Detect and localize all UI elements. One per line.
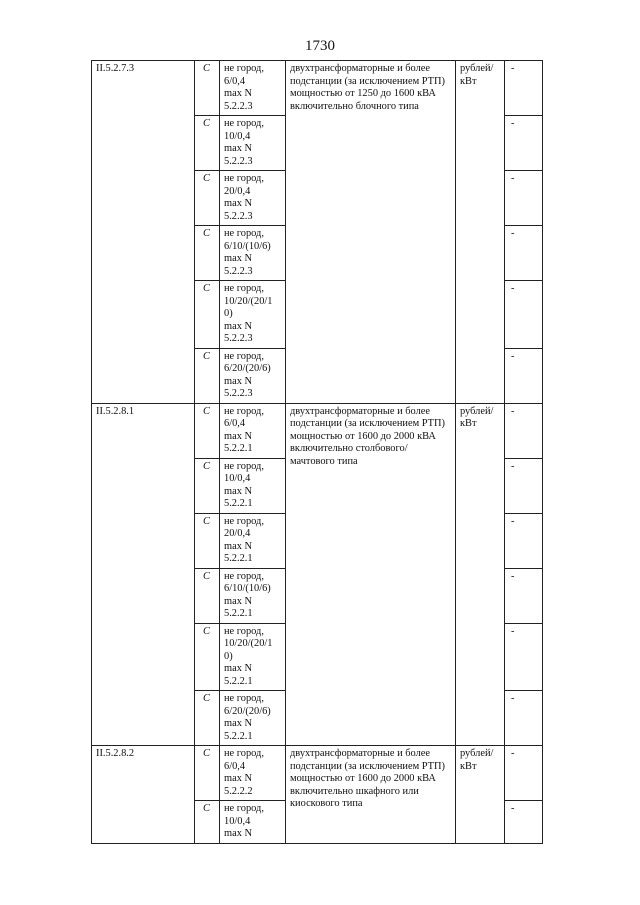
- item-code-cell: II.5.2.8.2: [92, 746, 195, 844]
- category-letter-cell: С: [195, 226, 220, 281]
- condition-line: 5.2.2.1: [224, 443, 253, 454]
- value-cell: -: [505, 348, 543, 403]
- value-cell: -: [505, 403, 543, 458]
- value-cell: -: [505, 281, 543, 349]
- category-letter-cell: С: [195, 801, 220, 844]
- condition-line: не город,: [224, 515, 264, 527]
- condition-cell: [220, 623, 286, 691]
- tariff-table-body: [92, 61, 543, 844]
- condition-line: max N: [224, 320, 252, 332]
- description-cell: двухтрансформаторные и более подстанции (за исключением РТП) мощностью от 1600 до 2000 кВА включительно столбового/мачтового типа: [286, 403, 456, 746]
- category-letter-cell: С: [195, 623, 220, 691]
- condition-cell: [220, 116, 286, 171]
- table-row: [92, 746, 543, 801]
- tariff-table: [91, 60, 543, 844]
- condition-line: 20/0,4: [224, 185, 251, 197]
- description-cell: двухтрансформаторные и более подстанции (за исключением РТП) мощностью от 1250 до 1600 кВА включительно блочного типа: [286, 61, 456, 404]
- condition-line: 20/0,4: [224, 528, 251, 539]
- category-letter-cell: С: [195, 61, 220, 116]
- condition-line: max N: [224, 253, 252, 264]
- value-cell: -: [505, 691, 543, 746]
- condition-line: не город,: [224, 570, 264, 582]
- condition-line: max N: [224, 430, 252, 442]
- condition-cell: [220, 513, 286, 568]
- condition-line: 6/10/(10/6): [224, 583, 271, 594]
- description-cell: двухтрансформаторные и более подстанции (за исключением РТП) мощностью от 1600 до 2000 кВА включительно шкафного или киоскового типа: [286, 746, 456, 844]
- condition-cell: [220, 61, 286, 116]
- condition-line: 6/0,4: [224, 75, 246, 87]
- condition-line: 5.2.2.3: [224, 265, 253, 277]
- value-cell: -: [505, 623, 543, 691]
- value-cell: -: [505, 801, 543, 844]
- condition-line: не город,: [224, 118, 264, 129]
- condition-line: max N: [224, 595, 252, 607]
- category-letter-cell: С: [195, 403, 220, 458]
- category-letter-cell: С: [195, 348, 220, 403]
- condition-line: 5.2.2.3: [224, 388, 253, 399]
- condition-line: max N: [224, 375, 252, 387]
- condition-line: не город,: [224, 405, 264, 417]
- value-cell: -: [505, 513, 543, 568]
- category-letter-cell: С: [195, 691, 220, 746]
- condition-line: 6/0,4: [224, 760, 246, 772]
- condition-cell: [220, 171, 286, 226]
- condition-line: не город,: [224, 173, 264, 184]
- condition-line: 5.2.2.2: [224, 785, 253, 797]
- condition-line: не город,: [224, 350, 264, 362]
- unit-cell: рублей/ кВт: [456, 403, 505, 746]
- condition-line: 10/0,4: [224, 130, 251, 142]
- condition-line: 10/20/(20/1: [224, 638, 273, 649]
- condition-line: 6/10/(10/6): [224, 240, 271, 252]
- value-cell: -: [505, 116, 543, 171]
- condition-cell: [220, 568, 286, 623]
- condition-line: max N: [224, 828, 252, 839]
- page-number: 1730: [305, 38, 335, 54]
- condition-line: max N: [224, 485, 252, 497]
- condition-cell: [220, 801, 286, 844]
- condition-cell: [220, 746, 286, 801]
- condition-line: 10/0,4: [224, 815, 251, 827]
- condition-line: 6/20/(20/6): [224, 705, 271, 717]
- unit-cell: рублей/ кВт: [456, 746, 505, 844]
- condition-line: не город,: [224, 283, 264, 294]
- condition-line: 5.2.2.1: [224, 553, 253, 564]
- category-letter-cell: С: [195, 116, 220, 171]
- condition-line: не город,: [224, 460, 264, 472]
- category-letter-cell: С: [195, 171, 220, 226]
- condition-line: 0): [224, 650, 233, 662]
- condition-line: max N: [224, 718, 252, 729]
- condition-cell: [220, 281, 286, 349]
- condition-line: 5.2.2.3: [224, 210, 253, 222]
- condition-line: не город,: [224, 228, 264, 239]
- condition-line: 6/0,4: [224, 418, 246, 429]
- condition-line: 5.2.2.1: [224, 730, 253, 742]
- condition-line: 5.2.2.1: [224, 675, 253, 687]
- value-cell: -: [505, 568, 543, 623]
- condition-line: max N: [224, 663, 252, 674]
- table-row: [92, 61, 543, 116]
- item-code-cell: II.5.2.8.1: [92, 403, 195, 746]
- condition-cell: [220, 691, 286, 746]
- value-cell: -: [505, 746, 543, 801]
- value-cell: -: [505, 61, 543, 116]
- condition-line: max N: [224, 198, 252, 209]
- condition-line: не город,: [224, 748, 264, 759]
- condition-line: 5.2.2.1: [224, 498, 253, 509]
- table-row: [92, 403, 543, 458]
- condition-line: max N: [224, 143, 252, 154]
- condition-line: max N: [224, 773, 252, 784]
- category-letter-cell: С: [195, 458, 220, 513]
- value-cell: -: [505, 458, 543, 513]
- condition-cell: [220, 458, 286, 513]
- condition-cell: [220, 403, 286, 458]
- condition-line: 10/20/(20/1: [224, 295, 273, 307]
- category-letter-cell: С: [195, 746, 220, 801]
- category-letter-cell: С: [195, 513, 220, 568]
- condition-line: 0): [224, 308, 233, 319]
- category-letter-cell: С: [195, 281, 220, 349]
- condition-line: не город,: [224, 693, 264, 704]
- condition-line: 10/0,4: [224, 473, 251, 484]
- condition-line: не город,: [224, 625, 264, 637]
- condition-line: 5.2.2.1: [224, 608, 253, 619]
- condition-line: 5.2.2.3: [224, 100, 253, 112]
- value-cell: -: [505, 226, 543, 281]
- condition-cell: [220, 348, 286, 403]
- condition-line: 5.2.2.3: [224, 333, 253, 344]
- unit-cell: рублей/ кВт: [456, 61, 505, 404]
- condition-line: max N: [224, 88, 252, 99]
- condition-line: не город,: [224, 803, 264, 814]
- value-cell: -: [505, 171, 543, 226]
- condition-line: не город,: [224, 63, 264, 74]
- condition-cell: [220, 226, 286, 281]
- condition-line: 5.2.2.3: [224, 155, 253, 167]
- category-letter-cell: С: [195, 568, 220, 623]
- item-code-cell: II.5.2.7.3: [92, 61, 195, 404]
- condition-line: max N: [224, 540, 252, 552]
- condition-line: 6/20/(20/6): [224, 363, 271, 374]
